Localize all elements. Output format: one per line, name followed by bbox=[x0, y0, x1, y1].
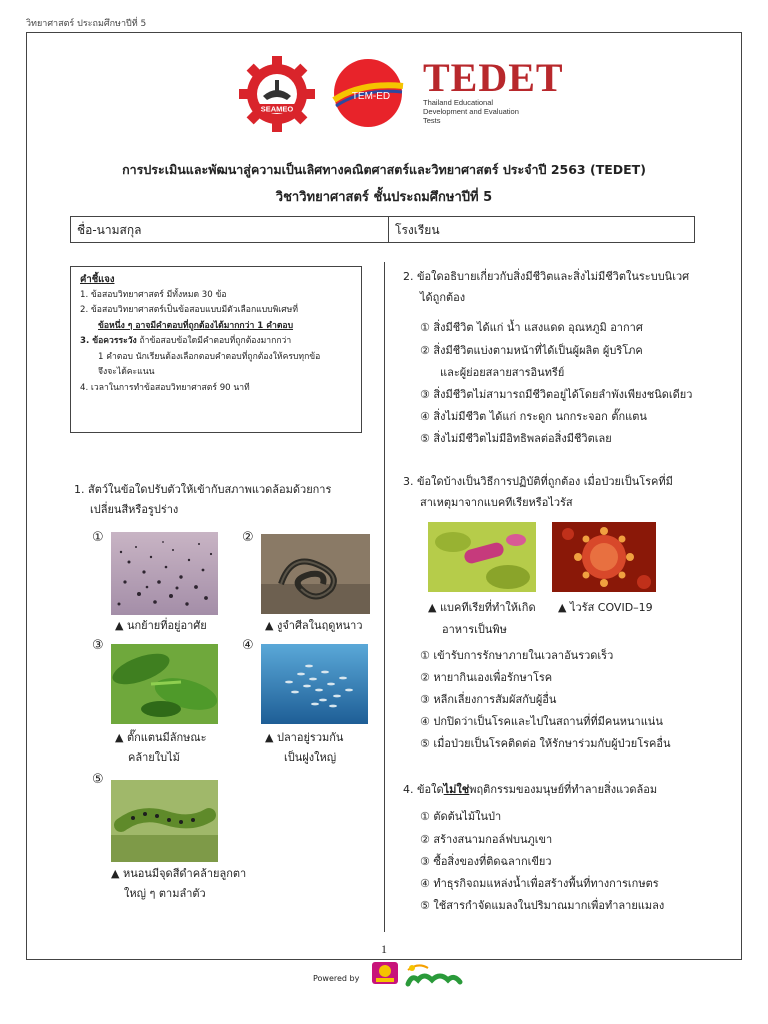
q3-option-1[interactable]: ① เข้ารับการรักษาภายในเวลาอันรวดเร็ว bbox=[420, 649, 614, 662]
q1-choice-2-number[interactable]: ② bbox=[242, 530, 254, 545]
q3-caption-1a: ▲ แบคทีเรียที่ทำให้เกิด bbox=[428, 601, 536, 614]
q2-option-4[interactable]: ④ สิ่งไม่มีชีวิต ได้แก่ กระดูก นกกระจอก ตั๊กแตน bbox=[420, 410, 647, 423]
q2-option-1[interactable]: ① สิ่งมีชีวิต ได้แก่ น้ำ แสงแดด อุณหภูมิ อากาศ bbox=[420, 321, 643, 334]
q4-option-5[interactable]: ⑤ ใช้สารกำจัดแมลงในปริมาณมากเพื่อทำลายแมลง bbox=[420, 899, 665, 912]
name-field[interactable]: ชื่อ-นามสกุล bbox=[71, 217, 389, 242]
q4-text-emphasis: ไม่ใช่ bbox=[443, 783, 470, 796]
q4-text bbox=[403, 780, 657, 800]
q1-text-line1: 1. สัตว์ในข้อใดปรับตัวให้เข้ากับสภาพแวดล้อมด้วยการ bbox=[74, 483, 332, 496]
q4-option-2[interactable]: ② สร้างสนามกอล์ฟบนภูเขา bbox=[420, 833, 553, 846]
q3-caption-2: ▲ ไวรัส COVID–19 bbox=[558, 601, 653, 614]
q3-option-5[interactable]: ⑤ เมื่อป่วยเป็นโรคติดต่อ ให้รักษาร่วมกับผู้ป่วยโรคอื่น bbox=[420, 737, 671, 750]
powered-by-label: Powered by bbox=[313, 974, 360, 983]
leaf-insect-image bbox=[111, 644, 218, 724]
q2-option-5[interactable]: ⑤ สิ่งไม่มีชีวิตไม่มีอิทธิพลต่อสิ่งมีชีวิตเลย bbox=[420, 432, 612, 445]
q4-text-pre: 4. ข้อใด bbox=[403, 783, 444, 796]
instruction-2b: ข้อหนึ่ง ๆ อาจมีคำตอบที่ถูกต้องได้มากกว่า 1 คำตอบ bbox=[98, 320, 294, 331]
caterpillar-image bbox=[111, 780, 218, 862]
instruction-4: 4. เวลาในการทำข้อสอบวิทยาศาสตร์ 90 นาที bbox=[80, 382, 250, 393]
exam-subtitle: วิชาวิทยาศาสตร์ ชั้นประถมศึกษาปีที่ 5 bbox=[275, 190, 493, 205]
tedet-logo bbox=[423, 55, 564, 132]
q1-caption-4a: ▲ ปลาอยู่รวมกัน bbox=[265, 731, 344, 744]
snake-image bbox=[261, 534, 370, 614]
seameo-logo-text: SEAMEO bbox=[260, 104, 294, 114]
q1-caption-5b: ใหญ่ ๆ ตามลำตัว bbox=[124, 887, 206, 900]
sponsor-logo-1 bbox=[370, 960, 400, 986]
school-field[interactable]: โรงเรียน bbox=[395, 223, 440, 237]
seameo-logo bbox=[237, 54, 317, 134]
q2-text-line2: ได้ถูกต้อง bbox=[420, 291, 466, 304]
covid-virus-image bbox=[552, 522, 656, 592]
logo-row bbox=[237, 52, 564, 134]
q4-text-post: พฤติกรรมของมนุษย์ที่ทำลายสิ่งแวดล้อม bbox=[469, 783, 658, 796]
instruction-1: 1. ข้อสอบวิทยาศาสตร์ มีทั้งหมด 30 ข้อ bbox=[80, 289, 227, 300]
bacteria-image bbox=[428, 522, 536, 592]
column-divider bbox=[384, 262, 385, 932]
q1-choice-3-number[interactable]: ③ bbox=[92, 638, 104, 653]
q1-choice-1-number[interactable]: ① bbox=[92, 530, 104, 545]
page-header: วิทยาศาสตร์ ประถมศึกษาปีที่ 5 bbox=[26, 19, 147, 29]
q3-text-line1: 3. ข้อใดบ้างเป็นวิธีการปฏิบัติที่ถูกต้อง เมื่อป่วยเป็นโรคที่มี bbox=[403, 475, 673, 488]
q4-option-4[interactable]: ④ ทำธุรกิจถมแหล่งน้ำเพื่อสร้างพื้นที่ทางการเกษตร bbox=[420, 877, 659, 890]
q3-caption-1b: อาหารเป็นพิษ bbox=[442, 623, 507, 636]
q1-caption-2: ▲ งูจำศีลในฤดูหนาว bbox=[265, 619, 363, 632]
q1-caption-1: ▲ นกย้ายที่อยู่อาศัย bbox=[115, 619, 207, 632]
instructions-heading: คำชี้แจง bbox=[80, 274, 115, 285]
edupark-logo bbox=[404, 960, 464, 988]
q2-option-3[interactable]: ③ สิ่งมีชีวิตไม่สามารถมีชีวิตอยู่ได้โดยลำพังเพียงชนิดเดียว bbox=[420, 388, 693, 401]
instruction-3-bold: 3. ข้อควรระวัง bbox=[80, 336, 137, 346]
instruction-2a: 2. ข้อสอบวิทยาศาสตร์เป็นข้อสอบแบบมีตัวเลือกแบบพิเศษที่ bbox=[80, 305, 298, 315]
instruction-3-rest: ถ้าข้อสอบข้อใดมีคำตอบที่ถูกต้องมากกว่า bbox=[136, 336, 292, 346]
q4-option-1[interactable]: ① ตัดต้นไม้ในป่า bbox=[420, 810, 502, 823]
instruction-3a bbox=[80, 334, 352, 350]
tedet-subtitle-1: Thailand Educational bbox=[423, 98, 494, 107]
q2-text-line1: 2. ข้อใดอธิบายเกี่ยวกับสิ่งมีชีวิตและสิ่งไม่มีชีวิตในระบบนิเวศ bbox=[403, 270, 690, 283]
exam-title: การประเมินและพัฒนาสู่ความเป็นเลิศทางคณิตศาสตร์และวิทยาศาสตร์ ประจำปี 2563 (TEDET) bbox=[122, 162, 646, 177]
q2-option-2-cont: และผู้ย่อยสลายสารอินทรีย์ bbox=[440, 366, 565, 379]
instruction-3c: จึงจะได้คะแนน bbox=[98, 367, 155, 377]
q3-option-4[interactable]: ④ ปกปิดว่าเป็นโรคและไปในสถานที่ที่มีคนหนาแน่น bbox=[420, 715, 663, 728]
q1-caption-3b: คล้ายใบไม้ bbox=[128, 751, 180, 764]
fish-school-image bbox=[261, 644, 368, 724]
instruction-3b: 1 คำตอบ นักเรียนต้องเลือกตอบคำตอบที่ถูกต้องให้ครบทุกข้อ bbox=[98, 351, 321, 362]
q3-text-line2: สาเหตุมาจากแบคทีเรียหรือไวรัส bbox=[420, 496, 573, 509]
temed-logo bbox=[331, 56, 405, 130]
q1-caption-4b: เป็นฝูงใหญ่ bbox=[284, 751, 337, 764]
student-info-box bbox=[70, 216, 695, 243]
q3-option-3[interactable]: ③ หลีกเลี่ยงการสัมผัสกับผู้อื่น bbox=[420, 693, 557, 706]
tedet-logo-text: TEDET bbox=[423, 55, 564, 100]
temed-logo-text: TEM-ED bbox=[351, 91, 391, 102]
q1-choice-5-number[interactable]: ⑤ bbox=[92, 772, 104, 787]
q1-choice-4-number[interactable]: ④ bbox=[242, 638, 254, 653]
q4-option-3[interactable]: ③ ซื้อสิ่งของที่ติดฉลากเขียว bbox=[420, 855, 552, 868]
instructions-box bbox=[70, 266, 362, 433]
page-number: 1 bbox=[381, 942, 387, 956]
tedet-subtitle-2: Development and Evaluation Tests bbox=[423, 107, 519, 125]
q1-caption-5a: ▲ หนอนมีจุดสีดำคล้ายลูกตา bbox=[111, 867, 247, 880]
q1-caption-3a: ▲ ตั๊กแตนมีลักษณะ bbox=[115, 731, 207, 744]
q2-option-2[interactable]: ② สิ่งมีชีวิตแบ่งตามหน้าที่ได้เป็นผู้ผลิต ผู้บริโภค bbox=[420, 344, 643, 357]
q3-option-2[interactable]: ② หายากินเองเพื่อรักษาโรค bbox=[420, 671, 553, 684]
q1-text-line2: เปลี่ยนสีหรือรูปร่าง bbox=[90, 503, 179, 516]
birds-flock-image bbox=[111, 532, 218, 615]
